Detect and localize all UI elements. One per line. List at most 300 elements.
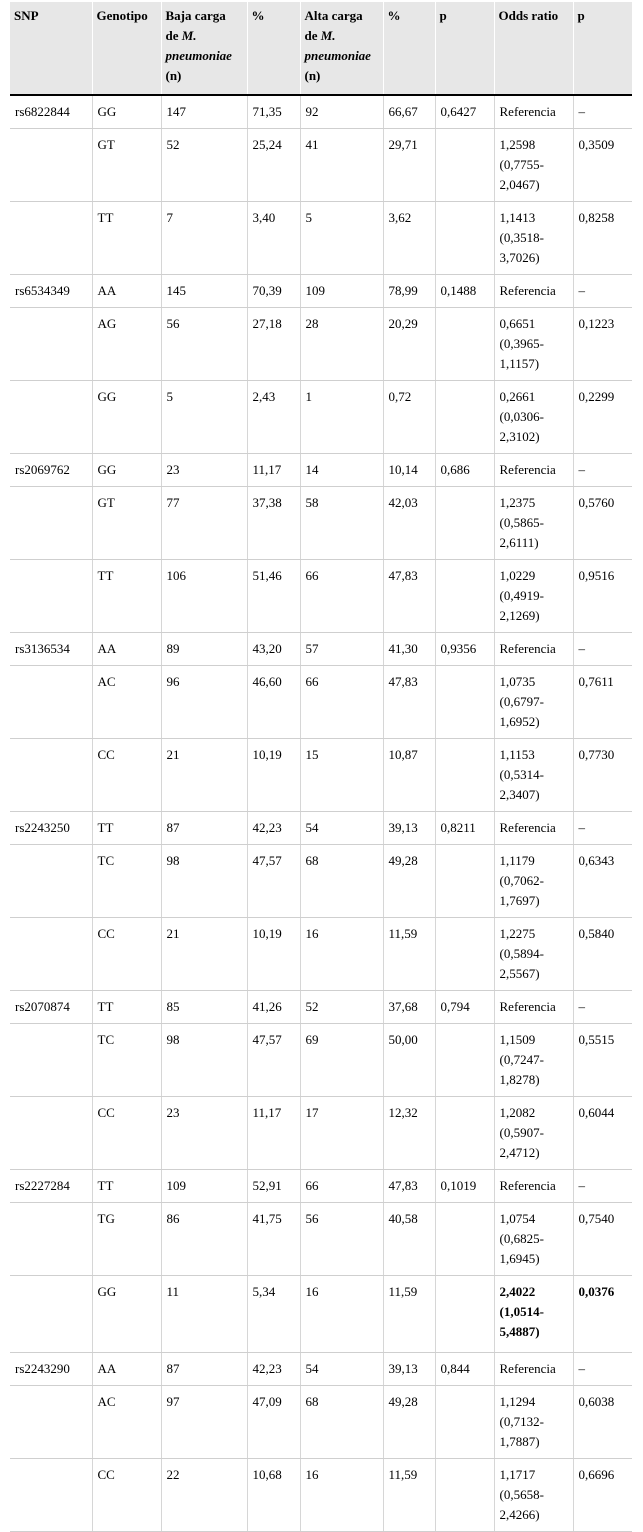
cell-snp: [10, 1459, 92, 1532]
cell-snp: [10, 1276, 92, 1353]
cell-baja-pct: [247, 1170, 300, 1203]
table-row: [10, 812, 632, 845]
odds-ratio-line: 1,1717: [499, 1467, 536, 1482]
cell-baja-n: [161, 1170, 247, 1203]
cell-p: [435, 487, 494, 560]
cell-snp: [10, 991, 92, 1024]
cell-alta-pct: [383, 1203, 435, 1276]
odds-ratio-line: 2,6111): [499, 535, 539, 550]
cell-alta-n-value: 52: [305, 999, 319, 1014]
cell-baja-n-value: 77: [166, 495, 180, 510]
cell-genotipo: [92, 560, 161, 633]
cell-baja-n-value: 97: [166, 1394, 180, 1409]
odds-ratio-line: Referencia: [499, 999, 556, 1014]
cell-baja-pct-value: 47,57: [252, 1032, 282, 1047]
cell-odds-ratio: [494, 1459, 573, 1532]
cell-alta-n-value: 1: [305, 389, 312, 404]
cell-genotipo-value: TT: [97, 210, 114, 225]
cell-snp-value: rs2243250: [15, 820, 70, 835]
cell-alta-pct: [383, 1386, 435, 1459]
odds-ratio-line: Referencia: [499, 641, 556, 656]
cell-baja-pct: [247, 95, 300, 129]
cell-genotipo-value: GT: [97, 495, 115, 510]
cell-p: [435, 560, 494, 633]
cell-baja-pct: [247, 1024, 300, 1097]
cell-snp: [10, 560, 92, 633]
cell-alta-n: [300, 1170, 383, 1203]
odds-ratio-line: 1,7887): [499, 1434, 540, 1449]
cell-alta-n: [300, 560, 383, 633]
cell-alta-pct: [383, 1276, 435, 1353]
odds-ratio-line: (0,5894-: [499, 946, 544, 961]
cell-p: [435, 275, 494, 308]
odds-ratio-line: 1,6952): [499, 714, 540, 729]
cell-genotipo: [92, 129, 161, 202]
cell-alta-n: [300, 308, 383, 381]
cell-snp: [10, 666, 92, 739]
odds-ratio-line: (0,3518-: [499, 230, 544, 245]
cell-baja-n: [161, 1276, 247, 1353]
cell-baja-n-value: 56: [166, 316, 180, 331]
cell-alta-n-value: 54: [305, 820, 319, 835]
table-row: [10, 918, 632, 991]
cell-snp-value: rs3136534: [15, 641, 70, 656]
cell-p-or: [573, 666, 632, 739]
cell-alta-pct: [383, 812, 435, 845]
cell-odds-ratio: [494, 918, 573, 991]
cell-p: [435, 1097, 494, 1170]
cell-snp: [10, 1353, 92, 1386]
cell-genotipo: [92, 95, 161, 129]
cell-p: [435, 129, 494, 202]
cell-baja-pct: [247, 633, 300, 666]
cell-p-or: [573, 845, 632, 918]
cell-baja-n-value: 98: [166, 853, 180, 868]
odds-ratio-line: 2,1269): [499, 608, 540, 623]
cell-genotipo: [92, 666, 161, 739]
cell-genotipo-value: CC: [97, 1105, 115, 1120]
cell-genotipo-value: AC: [97, 1394, 116, 1409]
cell-p-or-value: 0,0376: [578, 1284, 615, 1299]
cell-baja-pct-value: 27,18: [252, 316, 282, 331]
cell-p-or-value: –: [578, 641, 585, 656]
cell-genotipo: [92, 1353, 161, 1386]
cell-p-or-value: 0,5840: [578, 926, 615, 941]
cell-p-or-value: 0,6696: [578, 1467, 615, 1482]
cell-baja-pct: [247, 1097, 300, 1170]
cell-p: [435, 633, 494, 666]
cell-baja-n: [161, 666, 247, 739]
cell-odds-ratio: [494, 1170, 573, 1203]
cell-alta-n-value: 66: [305, 568, 319, 583]
cell-snp: [10, 918, 92, 991]
cell-snp-value: rs6822844: [15, 104, 70, 119]
odds-ratio-line: (0,6825-: [499, 1231, 544, 1246]
odds-ratio-line: (0,7247-: [499, 1052, 544, 1067]
cell-baja-n: [161, 918, 247, 991]
cell-genotipo-value: AG: [97, 316, 117, 331]
cell-alta-pct-value: 49,28: [388, 1394, 418, 1409]
odds-ratio-line: Referencia: [499, 462, 556, 477]
table-row: [10, 381, 632, 454]
cell-p-or: [573, 95, 632, 129]
odds-ratio-line: 2,4022: [499, 1284, 536, 1299]
cell-odds-ratio: [494, 95, 573, 129]
cell-baja-n: [161, 1097, 247, 1170]
cell-genotipo: [92, 308, 161, 381]
table-row: [10, 129, 632, 202]
cell-genotipo-value: GG: [97, 1284, 117, 1299]
cell-odds-ratio: [494, 1386, 573, 1459]
cell-p-or-value: 0,2299: [578, 389, 615, 404]
cell-baja-n-value: 52: [166, 137, 180, 152]
cell-genotipo-value: TT: [97, 820, 114, 835]
cell-alta-n-value: 17: [305, 1105, 319, 1120]
odds-ratio-line: 1,0754: [499, 1211, 536, 1226]
cell-baja-n: [161, 275, 247, 308]
col-header-snp: SNP: [10, 2, 92, 95]
cell-genotipo-value: GT: [97, 137, 115, 152]
table-row: [10, 487, 632, 560]
cell-alta-n: [300, 381, 383, 454]
table-row: [10, 1170, 632, 1203]
cell-odds-ratio: [494, 633, 573, 666]
odds-ratio-line: 1,2375: [499, 495, 536, 510]
table-row: [10, 739, 632, 812]
cell-genotipo: [92, 633, 161, 666]
cell-baja-n: [161, 454, 247, 487]
cell-genotipo: [92, 381, 161, 454]
cell-baja-n-value: 11: [166, 1284, 180, 1299]
cell-baja-pct: [247, 560, 300, 633]
cell-p-or-value: –: [578, 283, 585, 298]
cell-baja-pct-value: 47,57: [252, 853, 282, 868]
cell-baja-n: [161, 202, 247, 275]
cell-alta-n: [300, 1024, 383, 1097]
cell-genotipo-value: CC: [97, 747, 115, 762]
cell-alta-n: [300, 487, 383, 560]
cell-odds-ratio: [494, 487, 573, 560]
cell-baja-n: [161, 991, 247, 1024]
cell-alta-pct-value: 47,83: [388, 568, 418, 583]
cell-alta-n-value: 54: [305, 1361, 319, 1376]
cell-odds-ratio: [494, 560, 573, 633]
odds-ratio-line: 1,2598: [499, 137, 536, 152]
cell-alta-n-value: 109: [305, 283, 325, 298]
cell-alta-n-value: 57: [305, 641, 319, 656]
cell-baja-pct: [247, 454, 300, 487]
col-header-pct-alta: %: [383, 2, 435, 95]
cell-alta-pct: [383, 918, 435, 991]
cell-p-value: 0,794: [440, 999, 470, 1014]
cell-alta-n-value: 68: [305, 853, 319, 868]
cell-p-or: [573, 1353, 632, 1386]
cell-baja-pct-value: 10,68: [252, 1467, 282, 1482]
cell-alta-n-value: 56: [305, 1211, 319, 1226]
cell-baja-n-value: 89: [166, 641, 180, 656]
cell-alta-n: [300, 202, 383, 275]
odds-ratio-line: Referencia: [499, 283, 556, 298]
cell-alta-pct-value: 10,87: [388, 747, 418, 762]
col-header-baja-carga: Baja carga de M. pneumoniae (n): [161, 2, 247, 95]
cell-genotipo: [92, 1459, 161, 1532]
cell-p: [435, 739, 494, 812]
cell-p-or: [573, 1170, 632, 1203]
cell-p-or: [573, 739, 632, 812]
cell-genotipo: [92, 845, 161, 918]
cell-baja-pct: [247, 202, 300, 275]
odds-ratio-line: 1,7697): [499, 893, 540, 908]
cell-alta-n-value: 69: [305, 1032, 319, 1047]
cell-p-or-value: 0,7730: [578, 747, 615, 762]
cell-p-or: [573, 454, 632, 487]
cell-snp-value: rs6534349: [15, 283, 70, 298]
cell-baja-n: [161, 560, 247, 633]
odds-ratio-line: 0,2661: [499, 389, 536, 404]
cell-odds-ratio: [494, 812, 573, 845]
cell-alta-n: [300, 991, 383, 1024]
table-row: [10, 1024, 632, 1097]
cell-p-or-value: 0,9516: [578, 568, 615, 583]
cell-baja-pct: [247, 487, 300, 560]
cell-genotipo-value: CC: [97, 926, 115, 941]
cell-odds-ratio: [494, 308, 573, 381]
cell-odds-ratio: [494, 739, 573, 812]
cell-baja-n: [161, 1459, 247, 1532]
cell-alta-pct: [383, 1353, 435, 1386]
cell-baja-pct: [247, 666, 300, 739]
cell-baja-n-value: 7: [166, 210, 173, 225]
cell-alta-pct: [383, 666, 435, 739]
odds-ratio-line: (0,5907-: [499, 1125, 544, 1140]
cell-baja-n-value: 21: [166, 926, 180, 941]
cell-alta-n: [300, 129, 383, 202]
cell-p: [435, 1024, 494, 1097]
cell-genotipo: [92, 991, 161, 1024]
cell-p-or-value: 0,5515: [578, 1032, 615, 1047]
cell-alta-n-value: 5: [305, 210, 312, 225]
col-header-pct-baja: %: [247, 2, 300, 95]
cell-snp: [10, 95, 92, 129]
cell-p: [435, 1170, 494, 1203]
cell-p: [435, 308, 494, 381]
cell-baja-n: [161, 739, 247, 812]
cell-p-or: [573, 633, 632, 666]
odds-ratio-line: Referencia: [499, 104, 556, 119]
cell-p-or-value: –: [578, 1361, 585, 1376]
cell-alta-pct: [383, 739, 435, 812]
cell-genotipo: [92, 1097, 161, 1170]
cell-p-or: [573, 1459, 632, 1532]
cell-baja-pct-value: 3,40: [252, 210, 276, 225]
odds-ratio-line: 0,6651: [499, 316, 536, 331]
cell-snp: [10, 1203, 92, 1276]
cell-alta-n-value: 16: [305, 1284, 319, 1299]
cell-alta-n-value: 41: [305, 137, 319, 152]
cell-genotipo-value: GG: [97, 462, 117, 477]
cell-baja-n: [161, 1386, 247, 1459]
cell-baja-n: [161, 633, 247, 666]
cell-p-or: [573, 560, 632, 633]
cell-snp: [10, 1024, 92, 1097]
odds-ratio-line: 1,1153: [499, 747, 535, 762]
cell-genotipo: [92, 1170, 161, 1203]
table-row: [10, 1386, 632, 1459]
cell-alta-n: [300, 275, 383, 308]
cell-snp: [10, 1170, 92, 1203]
cell-baja-pct-value: 47,09: [252, 1394, 282, 1409]
cell-genotipo: [92, 1203, 161, 1276]
table-row: [10, 1276, 632, 1353]
cell-baja-pct-value: 43,20: [252, 641, 282, 656]
cell-alta-pct: [383, 275, 435, 308]
cell-baja-pct: [247, 812, 300, 845]
cell-baja-n-value: 87: [166, 820, 180, 835]
cell-p-or-value: 0,5760: [578, 495, 615, 510]
cell-alta-pct-value: 3,62: [388, 210, 412, 225]
cell-baja-pct: [247, 308, 300, 381]
cell-odds-ratio: [494, 666, 573, 739]
cell-baja-pct-value: 70,39: [252, 283, 282, 298]
cell-p-or-value: –: [578, 999, 585, 1014]
cell-snp: [10, 1386, 92, 1459]
cell-alta-n-value: 28: [305, 316, 319, 331]
cell-p: [435, 991, 494, 1024]
results-table-container: [10, 2, 632, 1532]
cell-alta-pct-value: 29,71: [388, 137, 418, 152]
cell-genotipo-value: GG: [97, 389, 117, 404]
table-row: [10, 454, 632, 487]
cell-genotipo-value: TG: [97, 1211, 115, 1226]
cell-p: [435, 1203, 494, 1276]
table-row: [10, 845, 632, 918]
cell-alta-pct-value: 78,99: [388, 283, 418, 298]
cell-genotipo-value: CC: [97, 1467, 115, 1482]
odds-ratio-line: Referencia: [499, 820, 556, 835]
cell-odds-ratio: [494, 275, 573, 308]
cell-baja-pct-value: 10,19: [252, 747, 282, 762]
cell-p-value: 0,6427: [440, 104, 477, 119]
cell-snp: [10, 308, 92, 381]
cell-alta-n: [300, 95, 383, 129]
col-header-p: p: [435, 2, 494, 95]
cell-baja-n-value: 86: [166, 1211, 180, 1226]
cell-alta-pct: [383, 381, 435, 454]
odds-ratio-line: 1,0735: [499, 674, 536, 689]
cell-p: [435, 1353, 494, 1386]
odds-ratio-line: 1,2275: [499, 926, 536, 941]
cell-p-or: [573, 812, 632, 845]
cell-p-or: [573, 487, 632, 560]
cell-p: [435, 918, 494, 991]
cell-genotipo: [92, 1386, 161, 1459]
cell-snp: [10, 381, 92, 454]
cell-baja-pct-value: 41,26: [252, 999, 282, 1014]
odds-ratio-line: (0,4919-: [499, 588, 544, 603]
cell-alta-n: [300, 1097, 383, 1170]
cell-alta-pct: [383, 487, 435, 560]
cell-genotipo-value: TT: [97, 999, 114, 1014]
cell-odds-ratio: [494, 202, 573, 275]
cell-p-or-value: 0,6038: [578, 1394, 615, 1409]
cell-baja-pct-value: 71,35: [252, 104, 282, 119]
odds-ratio-line: 2,4266): [499, 1507, 540, 1522]
cell-baja-n: [161, 1024, 247, 1097]
table-row: [10, 1459, 632, 1532]
cell-baja-n-value: 145: [166, 283, 186, 298]
table-header: [10, 2, 632, 95]
cell-baja-pct-value: 25,24: [252, 137, 282, 152]
cell-snp: [10, 739, 92, 812]
cell-alta-pct-value: 39,13: [388, 820, 418, 835]
cell-alta-pct: [383, 1024, 435, 1097]
cell-alta-n-value: 58: [305, 495, 319, 510]
odds-ratio-line: 2,4712): [499, 1145, 540, 1160]
cell-alta-n: [300, 845, 383, 918]
cell-baja-pct: [247, 918, 300, 991]
table-row: [10, 633, 632, 666]
cell-p-or: [573, 1203, 632, 1276]
cell-alta-pct-value: 50,00: [388, 1032, 418, 1047]
cell-odds-ratio: [494, 129, 573, 202]
odds-ratio-line: 2,3102): [499, 429, 540, 444]
odds-ratio-line: 2,0467): [499, 177, 540, 192]
odds-ratio-line: (0,3965-: [499, 336, 544, 351]
cell-p-or: [573, 381, 632, 454]
col-header-p-or: p: [573, 2, 632, 95]
table-row: [10, 1353, 632, 1386]
cell-alta-pct-value: 42,03: [388, 495, 418, 510]
cell-alta-pct: [383, 1170, 435, 1203]
table-row: [10, 308, 632, 381]
odds-ratio-line: 1,1294: [499, 1394, 536, 1409]
cell-genotipo: [92, 918, 161, 991]
cell-baja-n-value: 96: [166, 674, 180, 689]
odds-ratio-line: 1,8278): [499, 1072, 540, 1087]
cell-baja-pct: [247, 991, 300, 1024]
cell-snp-value: rs2227284: [15, 1178, 70, 1193]
cell-baja-n: [161, 308, 247, 381]
cell-p-value: 0,686: [440, 462, 470, 477]
cell-p-or-value: 0,6044: [578, 1105, 615, 1120]
odds-ratio-line: (1,0514-: [499, 1304, 544, 1319]
cell-alta-n: [300, 918, 383, 991]
cell-alta-n-value: 66: [305, 674, 319, 689]
cell-alta-n: [300, 1459, 383, 1532]
cell-alta-pct-value: 40,58: [388, 1211, 418, 1226]
cell-genotipo: [92, 812, 161, 845]
cell-p-value: 0,1488: [440, 283, 477, 298]
cell-p-or-value: –: [578, 820, 585, 835]
cell-alta-pct: [383, 202, 435, 275]
table-body: [10, 95, 632, 1532]
odds-ratio-line: Referencia: [499, 1178, 556, 1193]
cell-p-or-value: 0,6343: [578, 853, 615, 868]
odds-ratio-line: 3,7026): [499, 250, 540, 265]
cell-p-or-value: 0,8258: [578, 210, 615, 225]
cell-genotipo-value: AA: [97, 283, 117, 298]
odds-ratio-line: 1,0229: [499, 568, 536, 583]
cell-alta-pct: [383, 560, 435, 633]
cell-baja-pct: [247, 1386, 300, 1459]
cell-p-or: [573, 918, 632, 991]
cell-p-or: [573, 1024, 632, 1097]
cell-baja-n-value: 21: [166, 747, 180, 762]
cell-genotipo: [92, 202, 161, 275]
cell-baja-n-value: 85: [166, 999, 180, 1014]
cell-alta-pct: [383, 991, 435, 1024]
cell-p: [435, 1459, 494, 1532]
